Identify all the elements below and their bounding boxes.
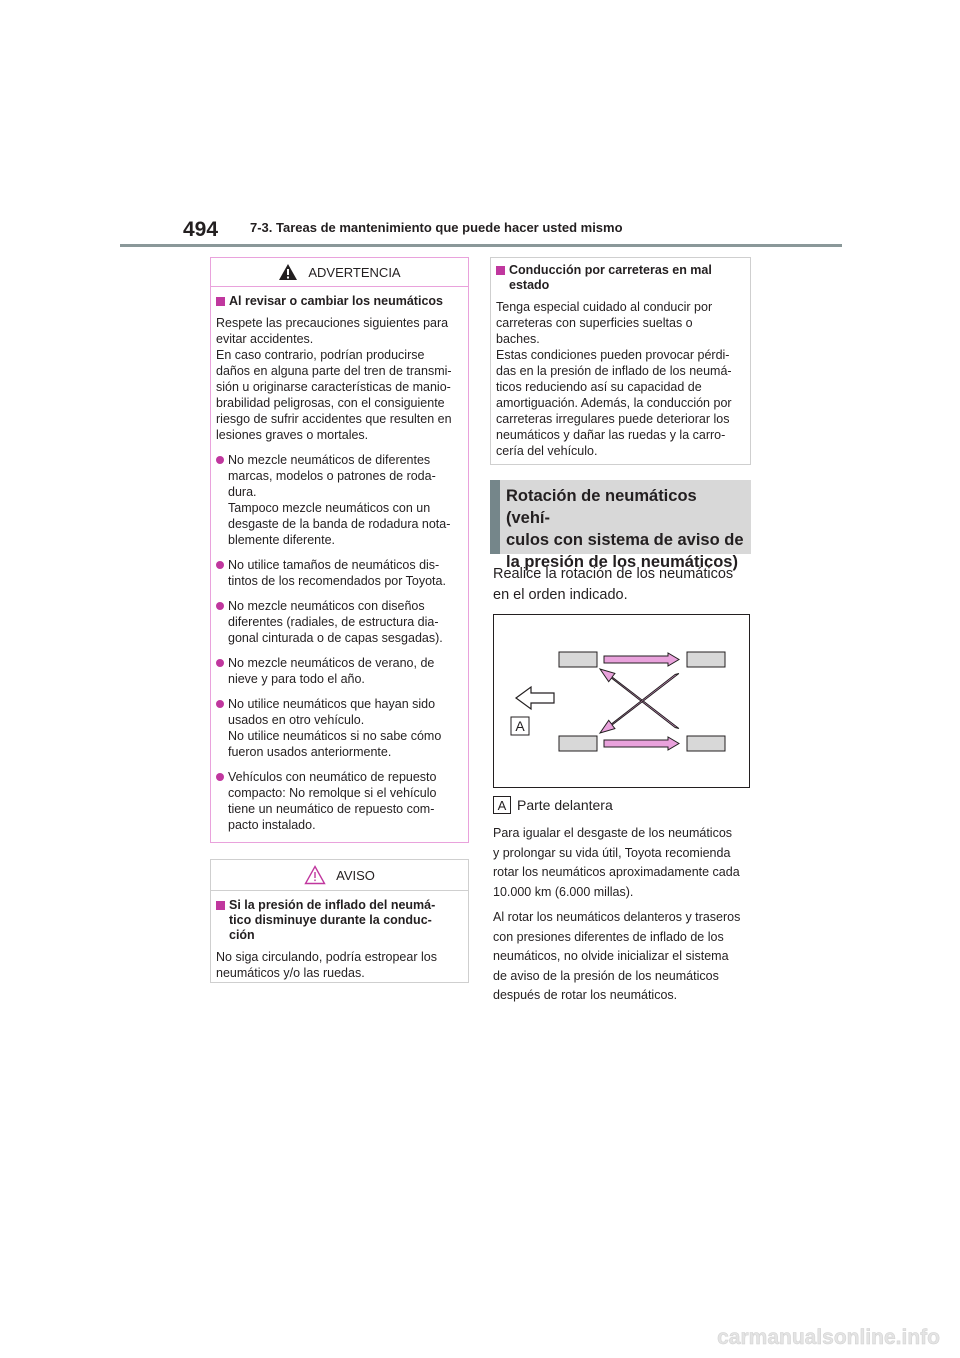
square-bullet-icon	[496, 266, 505, 275]
rotation-arrow-top	[604, 653, 679, 666]
legend-text: Parte delantera	[517, 797, 613, 813]
warning-bullet: No mezcle neumáticos de verano, de nieve y para todo el año.	[216, 655, 463, 687]
front-direction-arrow	[516, 687, 554, 709]
rotation-paragraph-2: Al rotar los neumáticos delanteros y traseros con presiones diferentes de inflado de los neumáticos, no olvide inicializar el sistema de aviso de la presión de los neumáticos después de rotar los neumáticos.	[493, 910, 741, 1002]
road-box	[490, 257, 751, 465]
caution-body: No siga circulando, podría estropear los neumáticos y/o las ruedas.	[216, 950, 437, 980]
dot-bullet-icon	[216, 561, 224, 569]
rotation-heading: Rotación de neumáticos (vehí- culos con sistema de aviso de la presión de los neumáticos)	[490, 480, 751, 554]
caution-header	[211, 860, 468, 891]
rotation-arrow-diagonal-up	[600, 669, 679, 729]
diagram-legend	[493, 796, 613, 814]
dot-bullet-icon	[216, 456, 224, 464]
warning-header	[211, 258, 468, 287]
tire-front-left	[559, 652, 597, 667]
warning-bullet: No utilice neumáticos que hayan sido usados en otro vehículo. No utilice neumáticos si no sabe cómo fueron usados anteriormente.	[216, 696, 463, 760]
road-body: Tenga especial cuidado al conducir por carreteras con superficies sueltas o baches. Estas condiciones pueden provocar pérdi- das en la presión de inflado de los neumá- ticos reduciendo así su capacidad de amortiguación. Además, la conducción por carreteras irregulares puede deteriorar los neumáticos y dañar las ruedas y la carro- cería del vehículo.	[496, 300, 732, 458]
rotation-diagram-svg	[494, 615, 749, 787]
rotation-arrow-bottom	[604, 737, 679, 750]
road-section-title: Conducción por carreteras en mal estado	[496, 263, 745, 293]
dot-bullet-icon	[216, 602, 224, 610]
square-bullet-icon	[216, 297, 225, 306]
header-rule	[120, 244, 842, 247]
tire-front-right	[687, 652, 725, 667]
dot-bullet-icon	[216, 659, 224, 667]
warning-heading: ADVERTENCIA	[308, 264, 401, 280]
front-label-text: A	[515, 718, 525, 734]
svg-text:carmanualsonline.info: carmanualsonline.info	[717, 1326, 940, 1349]
warning-bullet: Vehículos con neumático de repuesto compacto: No remolque si el vehículo tiene un neumático de repuesto com- pacto instalado.	[216, 769, 463, 833]
warning-intro: Respete las precauciones siguientes para evitar accidentes. En caso contrario, podrían producirse daños en alguna parte del tren de transmi- sión u originarse características de manio- brabilidad peligrosas, con el consiguiente riesgo de sufrir accidentes que resulten en lesiones graves o mortales.	[216, 316, 452, 442]
legend-label-a: A	[493, 796, 511, 814]
rotation-intro: Realice la rotación de los neumáticos en el orden indicado.	[493, 566, 734, 603]
caution-section-title: Si la presión de inflado del neumá- tico disminuye durante la conduc- ción	[216, 898, 463, 943]
tire-rear-right	[687, 736, 725, 751]
warning-bullet: No utilice tamaños de neumáticos dis- tintos de los recomendados por Toyota.	[216, 557, 463, 589]
rotation-diagram	[493, 614, 750, 788]
rotation-paragraph-1: Para igualar el desgaste de los neumáticos y prolongar su vida útil, Toyota recomienda rotar los neumáticos aproximadamente cada 10.000 km (6.000 millas).	[493, 826, 740, 899]
warning-bullet: No mezcle neumáticos de diferentes marcas, modelos o patrones de roda- dura. Tampoco mezcle neumáticos con un desgaste de la banda de rodadura nota- blemente diferente.	[216, 452, 463, 548]
tire-rear-left	[559, 736, 597, 751]
watermark-logo	[700, 1320, 945, 1354]
warning-triangle-icon	[278, 263, 298, 281]
caution-box	[210, 859, 469, 983]
warning-section-title: Al revisar o cambiar los neumáticos	[216, 294, 463, 309]
warning-box	[210, 257, 469, 843]
header-title: 7-3. Tareas de mantenimiento que puede hacer usted mismo	[250, 220, 623, 235]
dot-bullet-icon	[216, 700, 224, 708]
page-number: 494	[183, 218, 219, 241]
caution-triangle-icon	[304, 865, 326, 885]
dot-bullet-icon	[216, 773, 224, 781]
warning-bullet: No mezcle neumáticos con diseños diferentes (radiales, de estructura dia- gonal cinturada o de capas sesgadas).	[216, 598, 463, 646]
rotation-arrow-diagonal-down	[600, 674, 679, 734]
square-bullet-icon	[216, 901, 225, 910]
caution-heading: AVISO	[336, 867, 375, 883]
